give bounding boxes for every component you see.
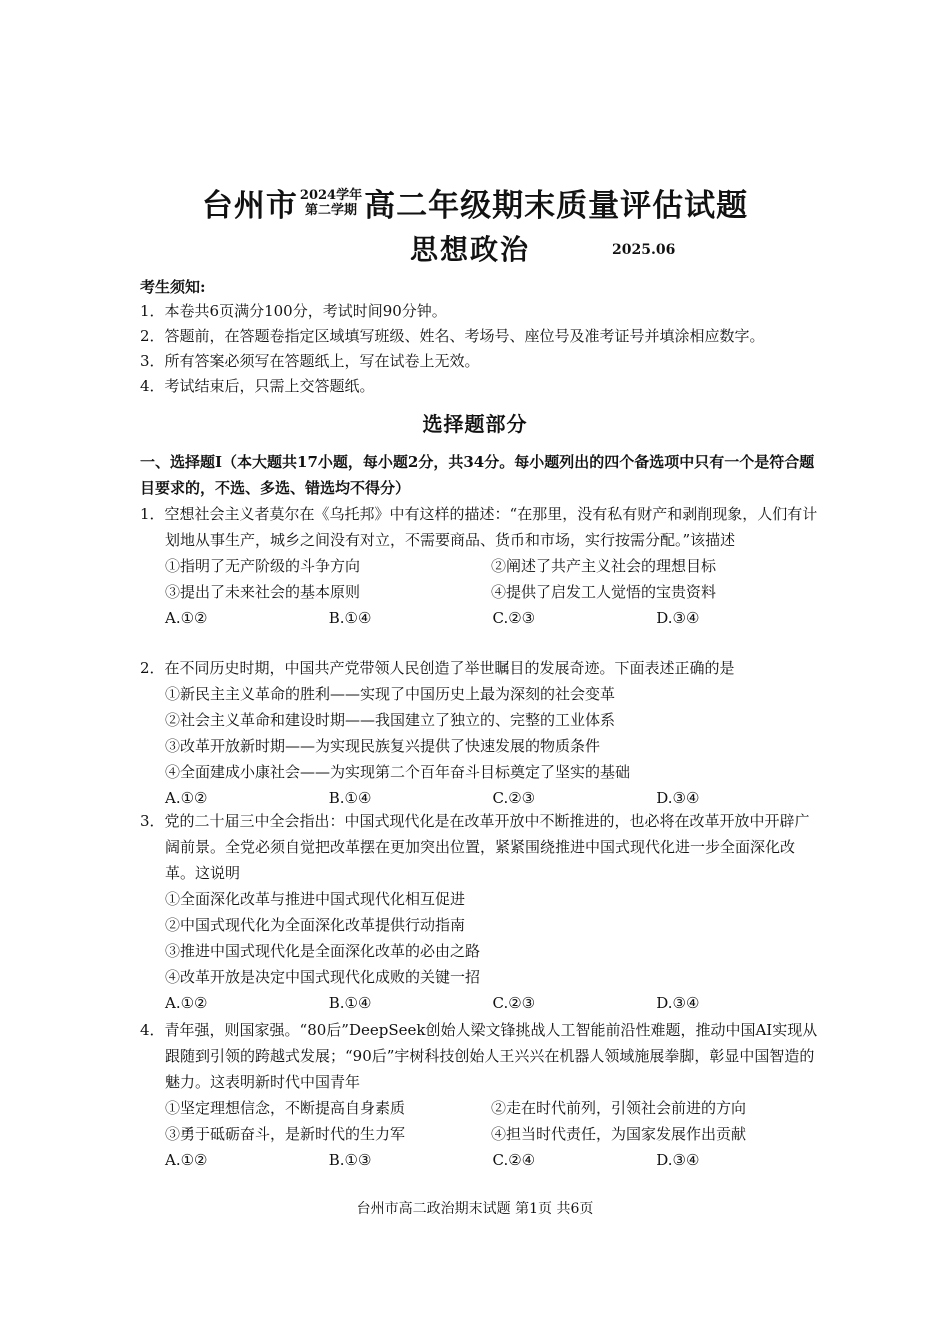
choice: D.③④: [656, 1151, 700, 1169]
title-year-top: 2024学年: [299, 187, 363, 203]
part-heading: 一、选择题Ⅰ（本大题共17小题，每小题2分，共34分。每小题列出的四个备选项中只有一个是符合题目要求的，不选、多选、错选均不得分）: [140, 453, 815, 497]
option: ①坚定理想信念，不断提高自身素质: [165, 1099, 406, 1117]
option: ②阐述了共产主义社会的理想目标: [491, 557, 717, 575]
choice: B.①④: [328, 609, 372, 627]
choice: B.①④: [328, 994, 372, 1012]
notice-item: 2．答题前，在答题卷指定区域填写班级、姓名、考场号、座位号及准考证号并填涂相应数字。: [140, 327, 765, 345]
option: ②中国式现代化为全面深化改革提供行动指南: [165, 916, 466, 934]
title-term: [300, 188, 362, 218]
answer-choices: [140, 605, 820, 631]
answer-choices: [140, 1147, 820, 1173]
choice: C.②④: [492, 1151, 536, 1169]
option: ④提供了启发工人觉悟的宝贵资料: [491, 583, 717, 601]
question-3: [140, 808, 820, 1016]
section-title: 选择题部分: [422, 412, 528, 436]
notice-item: 3．所有答案必须写在答题纸上，写在试卷上无效。: [140, 352, 480, 370]
title-exam-name: 高二年级期末质量评估试题: [364, 188, 749, 224]
option: ①指明了无产阶级的斗争方向: [165, 557, 361, 575]
choice: C.②③: [492, 789, 536, 807]
page-footer: 台州市高二政治期末试题 第1页 共6页: [356, 1201, 594, 1217]
exam-title: [0, 180, 950, 225]
option-row: [140, 1095, 820, 1121]
notice-heading: 考生须知:: [140, 278, 206, 296]
question-stem: 3．党的二十届三中全会指出：中国式现代化是在改革开放中不断推进的，也必将在改革开放中开辟广阔前景。全党必须自觉把改革摆在更加突出位置，紧紧围绕推进中国式现代化进一步全面深化改革。这说明: [140, 812, 810, 882]
option-row: [140, 553, 820, 579]
choice: A.①②: [165, 609, 208, 627]
title-city: 台州市: [201, 188, 298, 224]
notice-list: [140, 299, 830, 399]
question-stem: 2．在不同历史时期，中国共产党带领人民创造了举世瞩目的发展奇迹。下面表述正确的是: [140, 659, 735, 677]
option: ④改革开放是决定中国式现代化成败的关键一招: [165, 968, 481, 986]
option: ③提出了未来社会的基本原则: [165, 583, 361, 601]
question-4: [140, 1017, 820, 1173]
option-row: [140, 1121, 820, 1147]
choice: A.①②: [165, 789, 208, 807]
exam-date: 2025.06: [612, 242, 676, 258]
question-stem: 1．空想社会主义者莫尔在《乌托邦》中有这样的描述：“在那里，没有私有财产和剥削现象，人们有计划地从事生产，城乡之间没有对立，不需要商品、货币和市场，实行按需分配。”该描述: [140, 505, 818, 549]
subject-title: 思想政治: [410, 233, 531, 266]
option: ④担当时代责任，为国家发展作出贡献: [491, 1125, 747, 1143]
option: ①新民主主义革命的胜利——实现了中国历史上最为深刻的社会变革: [165, 685, 616, 703]
option: ②社会主义革命和建设时期——我国建立了独立的、完整的工业体系: [165, 711, 616, 729]
notice-item: 1．本卷共6页满分100分，考试时间90分钟。: [140, 302, 447, 320]
option-row: [140, 579, 820, 605]
answer-choices: [140, 990, 820, 1016]
choice: D.③④: [656, 789, 700, 807]
choice: A.①②: [165, 994, 208, 1012]
choice: D.③④: [656, 994, 700, 1012]
notice-item: 4．考试结束后，只需上交答题纸。: [140, 377, 375, 395]
option: ③推进中国式现代化是全面深化改革的必由之路: [165, 942, 481, 960]
choice: B.①③: [328, 1151, 372, 1169]
title-year-bottom: 第二学期: [304, 202, 357, 218]
option: ③勇于砥砺奋斗，是新时代的生力军: [165, 1125, 406, 1143]
option: ③改革开放新时期——为实现民族复兴提供了快速发展的物质条件: [165, 737, 601, 755]
choice: B.①④: [328, 789, 372, 807]
option: ④全面建成小康社会——为实现第二个百年奋斗目标奠定了坚实的基础: [165, 763, 631, 781]
choice: C.②③: [492, 609, 536, 627]
option: ②走在时代前列，引领社会前进的方向: [491, 1099, 747, 1117]
option: ①全面深化改革与推进中国式现代化相互促进: [165, 890, 466, 908]
choice: D.③④: [656, 609, 700, 627]
choice: C.②③: [492, 994, 536, 1012]
question-stem: 4．青年强，则国家强。“80后”DeepSeek创始人梁文锋挑战人工智能前沿性难题，推动中国AI实现从跟随到引领的跨越式发展；“90后”宇树科技创始人王兴兴在机器人领域施展拳脚，彰显中国智造的魅力。这表明新时代中国青年: [140, 1021, 818, 1091]
subtitle-row: [0, 228, 950, 268]
choice: A.①②: [165, 1151, 208, 1169]
question-2: [140, 655, 820, 811]
question-1: [140, 501, 820, 631]
